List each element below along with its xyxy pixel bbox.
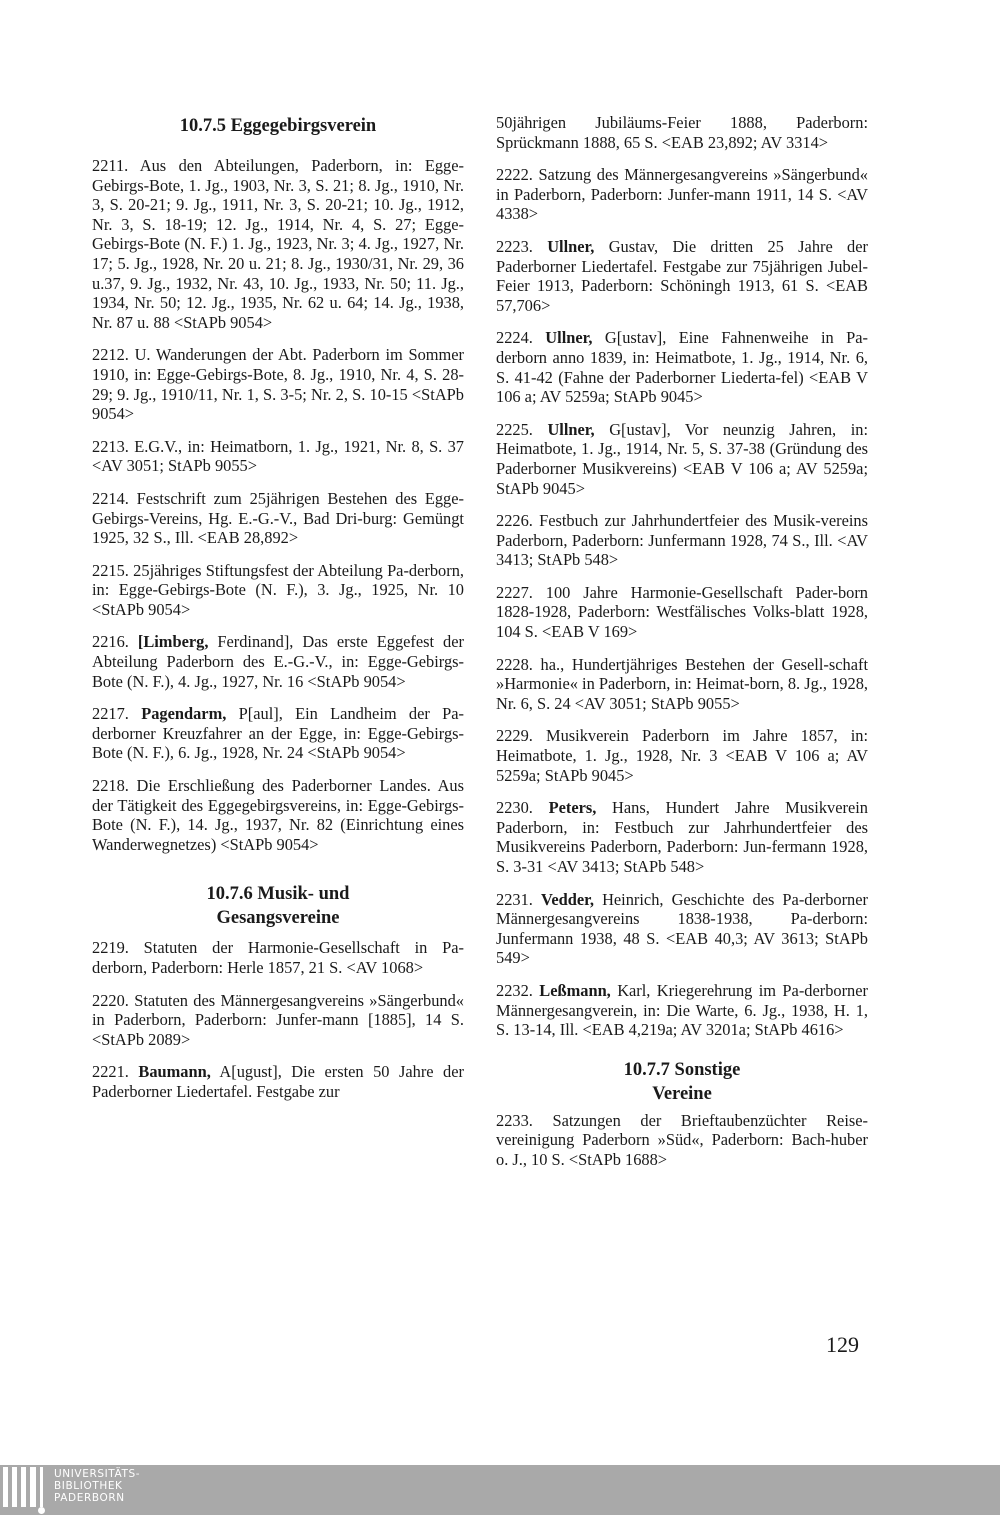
section-heading-10-7-6 <box>92 882 464 930</box>
entry-2211: 2211. Aus den Abteilungen, Paderborn, in: Egge-Gebirgs-Bote, 1. Jg., 1903, Nr. 3, S. 21; 8. Jg., 1910, Nr. 3, S. 20-21; 9. Jg., 1911, Nr. 3, S. 20-21; 10. Jg., 1912, Nr. 3, S. 18-19; 12. Jg., 1914, Nr. 4, S. 27; Egge-Gebirgs-Bote (N. F.) 1. Jg., 1923, Nr. 3; 4. Jg., 1927, Nr. 17; 5. Jg., 1928, Nr. 20 u. 21; 8. Jg., 1930/31, Nr. 29, 36 u.37, 9. Jg., 1932, Nr. 43, 10. Jg., 1933, Nr. 50; 11. Jg., 1934, Nr. 50; 12. Jg., 1935, Nr. 62 u. 64; 14. Jg., 1938, Nr. 87 u. 88 <StAPb 9054> <box>92 156 464 332</box>
entry-number: 2231. <box>496 889 533 909</box>
entry-number: 2216. <box>92 632 129 652</box>
entry-2224 <box>496 328 868 406</box>
entry-2226: 2226. Festbuch zur Jahrhundertfeier des Musik-vereins Paderborn, Paderborn: Junfermann 1928, 74 S., Ill. <AV 3413; StAPb 548> <box>496 511 868 570</box>
entry-number: 2230. <box>496 798 533 818</box>
author-name: Ullner, <box>547 419 595 439</box>
author-name: Ullner, <box>547 236 595 256</box>
entry-2222: 2222. Satzung des Männergesangvereins »Sängerbund« in Paderborn, Paderborn: Junfer-mann 1911, 14 S. <AV 4338> <box>496 165 868 224</box>
entry-2232 <box>496 981 868 1040</box>
section-heading-10-7-7 <box>496 1058 868 1106</box>
entry-2220: 2220. Statuten des Männergesangvereins »Sängerbund« in Paderborn, Paderborn: Junfer-mann [1885], 14 S. <StAPb 2089> <box>92 990 464 1049</box>
library-name-line: UNIVERSITÄTS- <box>54 1468 141 1480</box>
entry-2218: 2218. Die Erschließung des Paderborner Landes. Aus der Tätigkeit des Eggegebirgsvereins, in: Egge-Gebirgs-Bote (N. F.), 14. Jg., 1937, Nr. 82 (Einrichtung eines Wanderwegnetzes) <StAPb 9054> <box>92 776 464 854</box>
author-name: Pagendarm, <box>141 704 227 724</box>
library-name-line: BIBLIOTHEK <box>54 1480 123 1492</box>
entry-2227: 2227. 100 Jahre Harmonie-Gesellschaft Pader-born 1828-1928, Paderborn: Westfälisches Volks-blatt 1928, 104 S. <EAB V 169> <box>496 582 868 642</box>
entry-2230 <box>496 798 868 876</box>
section-heading-10-7-5: 10.7.5 Eggegebirgsverein <box>179 116 377 136</box>
section-heading-line: 10.7.7 Sonstige <box>623 1059 741 1080</box>
entry-2215: 2215. 25jähriges Stiftungsfest der Abteilung Pa-derborn, in: Egge-Gebirgs-Bote (N. F.), 3. Jg., 1925, Nr. 10 <StAPb 9054> <box>92 560 464 619</box>
entry-number: 2225. <box>496 419 533 439</box>
entry-text: Ferdinand], Das erste Eggefest der Abteilung Paderborn des E.-G.-V., in: Egge-Gebirgs-Bote (N. F.), 4. Jg., 1927, Nr. 16 <StAPb 9054> <box>92 632 464 691</box>
entry-text: Hans, Hundert Jahre Musikverein Paderborn, in: Festbuch zur Jahrhundertfeier des Musikvereins Paderborn, Paderborn: Jun-fermann 1928, S. 3-31 <AV 3413; StAPb 548> <box>496 798 868 876</box>
entry-2221 <box>92 1062 464 1101</box>
right-column <box>496 113 868 1183</box>
entry-2225 <box>496 420 868 498</box>
section-heading-line: 10.7.6 Musik- und <box>206 884 350 905</box>
entry-2214: 2214. Festschrift zum 25jährigen Bestehen des Egge-Gebirgs-Vereins, Hg. E.-G.-V., Bad Dri-burg: Gemüngt 1925, 32 S., Ill. <EAB 28,892> <box>92 488 464 548</box>
library-barcode-logo-icon <box>3 1467 45 1515</box>
author-name: Baumann, <box>138 1062 211 1082</box>
entry-text: G[ustav], Eine Fahnenweihe in Pa-derborn anno 1839, in: Heimatbote, 1. Jg., 1914, Nr. 6, S. 41-42 (Fahne der Paderborner Liederta-fel) <EAB V 106 a; AV 5259a; StAPb 9045> <box>496 328 868 407</box>
author-name: Peters, <box>548 798 597 818</box>
entry-text: Gustav, Die dritten 25 Jahre der Paderborner Liedertafel. Festgabe zur 75jährigen Jubel-Feier 1913, Paderborn: Schöningh 1913, 61 S. <EAB 57,706> <box>496 236 868 315</box>
entry-2213: 2213. E.G.V., in: Heimatborn, 1. Jg., 1921, Nr. 8, S. 37 <AV 3051; StAPb 9055> <box>92 436 464 476</box>
page-number: 129 <box>826 1332 859 1357</box>
library-footer-bar <box>0 1465 1000 1515</box>
section-heading-line: Gesangsvereine <box>216 908 340 929</box>
entry-number: 2223. <box>496 236 533 256</box>
entry-2229: 2229. Musikverein Paderborn im Jahre 1857, in: Heimatbote, 1. Jg., 1928, Nr. 3 <EAB V 106 a; AV 5259a; StAPb 9045> <box>496 726 868 785</box>
entry-2216 <box>92 632 464 691</box>
entry-2228: 2228. ha., Hundertjähriges Bestehen der Gesell-schaft »Harmonie« in Paderborn, in: Heimat-born, 8. Jg., 1928, Nr. 6, S. 24 <AV 3051; StAPb 9055> <box>496 654 868 713</box>
entry-text: P[aul], Ein Landheim der Pa-derborner Kreuzfahrer an der Egge, in: Egge-Gebirgs-Bote (N. F.), 6. Jg., 1928, Nr. 24 <StAPb 9054> <box>92 704 464 763</box>
entry-text: Heinrich, Geschichte des Pa-derborner Männergesangvereins 1838-1938, Pa-derborn: Junfermann 1938, 48 S. <EAB 40,3; AV 3613; StAPb 549> <box>496 889 868 968</box>
entry-2233: 2233. Satzungen der Brieftaubenzüchter Reise-vereinigung Paderborn »Süd«, Paderborn: Bach-huber o. J., 10 S. <StAPb 1688> <box>496 1110 868 1169</box>
left-column <box>92 112 464 1115</box>
entry-number: 2221. <box>92 1062 129 1082</box>
section-heading-line: Vereine <box>652 1083 712 1104</box>
author-name: Leßmann, <box>539 980 611 1000</box>
author-name: Ullner, <box>545 328 593 348</box>
author-name: Vedder, <box>540 889 594 909</box>
entry-2217 <box>92 704 464 763</box>
entry-2231 <box>496 890 868 968</box>
entry-text: G[ustav], Vor neunzig Jahren, in: Heimatbote, 1. Jg., 1914, Nr. 5, S. 37-38 (Gründung des Paderborner Musikvereins) <EAB V 106 a; AV 5259a; StAPb 9045> <box>496 419 869 498</box>
library-name-line: PADERBORN <box>54 1492 125 1504</box>
entry-2219: 2219. Statuten der Harmonie-Gesellschaft in Pa-derborn, Paderborn: Herle 1857, 21 S. <AV 1068> <box>92 938 464 977</box>
entry-2212: 2212. U. Wanderungen der Abt. Paderborn im Sommer 1910, in: Egge-Gebirgs-Bote, 8. Jg., 1910, Nr. 4, S. 28-29; 9. Jg., 1910/11, Nr. 1, S. 3-5; Nr. 2, S. 10-15 <StAPb 9054> <box>92 345 464 424</box>
entry-2223 <box>496 237 868 315</box>
entry-number: 2224. <box>496 328 533 348</box>
entry-number: 2232. <box>496 980 533 1000</box>
author-name: [Limberg, <box>137 632 209 652</box>
entry-number: 2217. <box>92 704 129 724</box>
entry-2221-continued: 50jährigen Jubiläums-Feier 1888, Paderborn: Sprückmann 1888, 65 S. <EAB 23,892; AV 3314> <box>496 113 868 152</box>
library-name <box>54 1468 140 1504</box>
entry-text: A[ugust], Die ersten 50 Jahre der Paderborner Liedertafel. Festgabe zur <box>92 1062 464 1101</box>
entry-text: Karl, Kriegerehrung im Pa-derborner Männergesangverein, in: Die Warte, 6. Jg., 1938, H. 1, S. 13-14, Ill. <EAB 4,219a; AV 3201a; StAPb 4616> <box>496 980 868 1040</box>
